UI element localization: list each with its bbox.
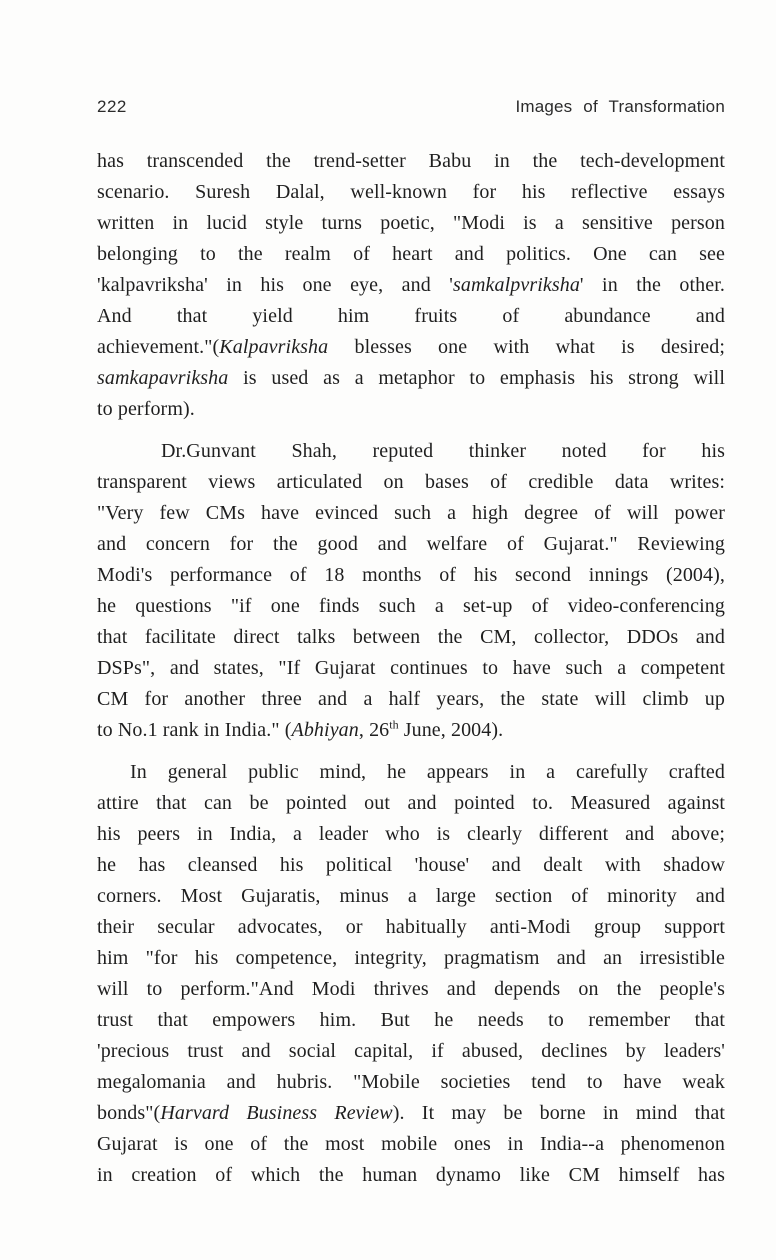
text-line [97,591,725,622]
text-line [97,819,725,850]
text-line [97,177,725,208]
text-line [97,239,725,270]
text-line [97,1098,725,1129]
paragraph [97,757,725,1191]
text-line [97,1005,725,1036]
text-segment: achievement."( [97,336,220,358]
text-line [97,467,725,498]
text-line [97,270,725,301]
text-segment: and concern for the good and welfare of Gujarat." Reviewing [97,533,725,555]
text-segment: megalomania and hubris. "Mobile societies tend to have weak [97,1071,725,1093]
text-segment: Gujarat is one of the most mobile ones in India--a phenomenon [97,1133,725,1155]
text-line [97,363,725,394]
text-line [97,301,725,332]
text-segment: Dr.Gunvant Shah, reputed thinker noted for his [161,440,725,462]
text-line [97,943,725,974]
text-segment: their secular advocates, or habitually anti-Modi group support [97,916,725,938]
text-segment: corners. Most Gujaratis, minus a large section of minority and [97,885,725,907]
text-line [97,881,725,912]
text-segment: DSPs", and states, "If Gujarat continues to have such a competent [97,657,725,679]
text-segment: that facilitate direct talks between the CM, collector, DDOs and [97,626,725,648]
text-line [97,529,725,560]
text-segment: him "for his competence, integrity, pragmatism and an irresistible [97,947,725,969]
text-line [97,974,725,1005]
text-segment: trust that empowers him. But he needs to remember that [97,1009,725,1031]
text-segment: blesses one with what is desired; [328,336,725,358]
text-segment: bonds"( [97,1102,161,1124]
text-segment: is used as a metaphor to emphasis his strong will [228,367,725,389]
text-segment: to No.1 rank in India." ( [97,719,292,741]
text-line [97,1160,725,1191]
text-segment: June, 2004). [398,719,504,741]
text-segment: he questions "if one finds such a set-up of video-conferencing [97,595,725,617]
text-line [97,850,725,881]
text-segment: in creation of which the human dynamo like CM himself has [97,1164,725,1186]
text-line [97,684,725,715]
text-line [97,146,725,177]
text-line [97,788,725,819]
text-line [97,560,725,591]
text-segment: "Very few CMs have evinced such a high degree of will power [97,502,725,524]
text-segment: will to perform."And Modi thrives and depends on the people's [97,978,725,1000]
text-segment: written in lucid style turns poetic, "Modi is a sensitive person [97,212,725,234]
page-body [97,146,725,1191]
text-segment: And that yield him fruits of abundance and [97,305,725,327]
italic-text: Abhiyan [291,719,359,741]
page-number: 222 [97,97,127,116]
text-line [97,1067,725,1098]
text-segment: has transcended the trend-setter Babu in the tech-development [97,150,725,172]
text-line [97,622,725,653]
text-line [97,757,725,788]
text-segment: his peers in India, a leader who is clearly different and above; [97,823,725,845]
text-line [97,498,725,529]
superscript-text: th [389,717,399,732]
text-line [97,715,725,746]
text-segment: to perform). [97,398,195,420]
italic-text: samkalpvriksha [452,274,580,296]
paragraph [97,146,725,425]
text-segment: , 26 [358,719,390,741]
text-segment: transparent views articulated on bases of credible data writes: [97,471,725,493]
paragraph [97,436,725,746]
text-segment: 'precious trust and social capital, if abused, declines by leaders' [97,1040,725,1062]
text-line [97,1129,725,1160]
text-line [97,394,725,425]
text-line [97,912,725,943]
text-segment: belonging to the realm of heart and politics. One can see [97,243,725,265]
text-line [97,208,725,239]
text-segment: attire that can be pointed out and pointed to. Measured against [97,792,725,814]
text-line [97,1036,725,1067]
text-segment: scenario. Suresh Dalal, well-known for his reflective essays [97,181,725,203]
italic-text: Kalpavriksha [219,336,329,358]
text-segment: Modi's performance of 18 months of his second innings (2004), [97,564,725,586]
text-line [97,653,725,684]
text-line [97,332,725,363]
italic-text: Harvard Business Review [160,1102,393,1124]
running-title: Images of Transformation [515,97,725,116]
text-segment: ' in the other. [579,274,725,296]
text-segment: 'kalpavriksha' in his one eye, and ' [97,274,453,296]
text-segment: he has cleansed his political 'house' and dealt with shadow [97,854,725,876]
text-segment: In general public mind, he appears in a carefully crafted [130,761,725,783]
text-line [97,436,725,467]
text-segment: ). It may be borne in mind that [392,1102,725,1124]
page-header [0,0,776,116]
text-segment: CM for another three and a half years, the state will climb up [97,688,725,710]
italic-text: samkapavriksha [97,367,229,389]
